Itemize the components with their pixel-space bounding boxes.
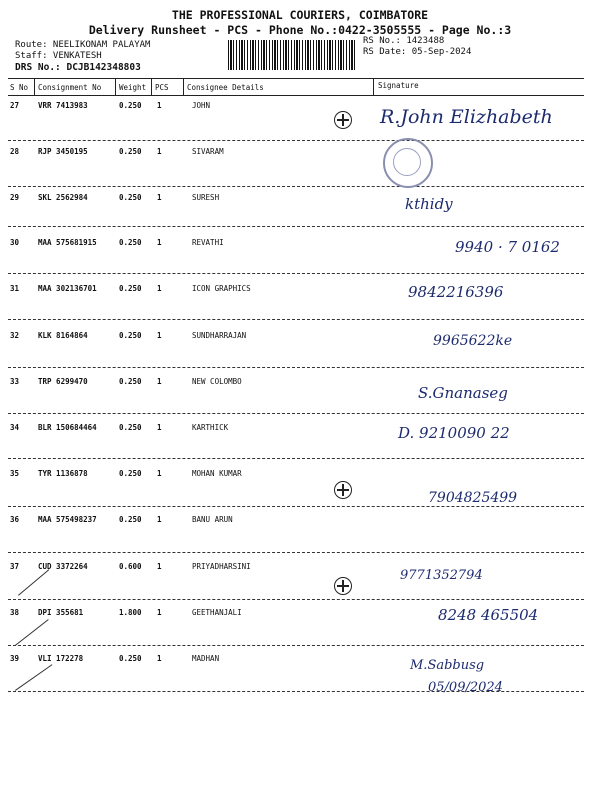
- row-pcs: 1: [157, 608, 162, 617]
- route-label: Route: NEELIKONAM PALAYAM: [15, 40, 151, 50]
- row-consignee: ICON GRAPHICS: [192, 284, 251, 293]
- col-pcs: PCS: [155, 83, 169, 92]
- tick-mark-icon: [334, 111, 352, 129]
- row-divider: [8, 645, 584, 646]
- table-row: [0, 193, 600, 239]
- rs-date: RS Date: 05-Sep-2024: [363, 47, 472, 57]
- table-row: [0, 515, 600, 561]
- barcode: [228, 40, 356, 70]
- row-pcs: 1: [157, 562, 162, 571]
- rs-info: [363, 36, 471, 58]
- row-weight: 1.800: [119, 608, 142, 617]
- row-divider: [8, 186, 584, 187]
- row-pcs: 1: [157, 284, 162, 293]
- row-weight: 0.250: [119, 331, 142, 340]
- row-sno: 29: [10, 193, 20, 202]
- row-divider: [8, 226, 584, 227]
- row-consignee: GEETHANJALI: [192, 608, 242, 617]
- header-bottom-rule: [8, 95, 584, 96]
- row-divider: [8, 140, 584, 141]
- row-pcs: 1: [157, 331, 162, 340]
- row-sno: 38: [10, 608, 20, 617]
- tick-mark-icon: [334, 577, 352, 595]
- staff-label: Staff: VENKATESH: [15, 51, 102, 61]
- row-divider: [8, 458, 584, 459]
- col-consignee: Consignee Details: [187, 83, 264, 92]
- row-sno: 33: [10, 377, 20, 386]
- row-consignee: SURESH: [192, 193, 220, 202]
- row-divider: [8, 319, 584, 320]
- row-consignment: CUD 3372264: [38, 562, 88, 571]
- drs-number: DRS No.: DCJB142348803: [15, 62, 141, 73]
- signature-row-38: 8248 465504: [438, 606, 539, 624]
- table-row: [0, 284, 600, 330]
- row-consignment: BLR 150684464: [38, 423, 97, 432]
- row-consignment: TYR 1136878: [38, 469, 88, 478]
- row-weight: 0.250: [119, 147, 142, 156]
- row-weight: 0.250: [119, 101, 142, 110]
- row-consignee: BANU ARUN: [192, 515, 233, 524]
- row-consignee: KARTHICK: [192, 423, 229, 432]
- runsheet-subtitle: Delivery Runsheet - PCS - Phone No.:0422-3505555 - Page No.:3: [88, 23, 512, 37]
- row-weight: 0.250: [119, 193, 142, 202]
- row-consignee: MADHAN: [192, 654, 220, 663]
- col-weight: Weight: [119, 83, 147, 92]
- row-consignee: REVATHI: [192, 238, 224, 247]
- row-sno: 28: [10, 147, 20, 156]
- row-consignment: VLI 172278: [38, 654, 84, 663]
- row-sno: 36: [10, 515, 20, 524]
- row-consignee: MOHAN KUMAR: [192, 469, 242, 478]
- table-row: [0, 377, 600, 423]
- row-pcs: 1: [157, 193, 162, 202]
- signature-row-39: M.Sabbusg: [410, 658, 485, 673]
- row-sno: 34: [10, 423, 20, 432]
- signature-row-27: R.John Elizhabeth: [380, 106, 553, 128]
- table-header: [0, 79, 600, 95]
- date-row-39: 05/09/2024: [428, 680, 503, 695]
- row-sno: 37: [10, 562, 20, 571]
- row-weight: 0.250: [119, 238, 142, 247]
- row-consignment: MAA 575681915: [38, 238, 97, 247]
- row-pcs: 1: [157, 147, 162, 156]
- row-pcs: 1: [157, 101, 162, 110]
- row-consignment: MAA 575498237: [38, 515, 97, 524]
- row-weight: 0.600: [119, 562, 142, 571]
- row-consignee: JOHN: [192, 101, 211, 110]
- row-pcs: 1: [157, 654, 162, 663]
- row-pcs: 1: [157, 469, 162, 478]
- seal-stamp: [383, 138, 433, 188]
- row-pcs: 1: [157, 423, 162, 432]
- row-consignment: MAA 302136701: [38, 284, 97, 293]
- signature-row-33: S.Gnanaseg: [418, 384, 508, 402]
- row-sno: 30: [10, 238, 20, 247]
- row-divider: [8, 506, 584, 507]
- signature-row-34: D. 9210090 22: [398, 424, 510, 442]
- row-consignment: SKL 2562984: [38, 193, 88, 202]
- row-weight: 0.250: [119, 284, 142, 293]
- col-signature: Signature: [378, 81, 419, 90]
- row-divider: [8, 413, 584, 414]
- row-consignment: TRP 6299470: [38, 377, 88, 386]
- row-weight: 0.250: [119, 654, 142, 663]
- row-consignment: RJP 3450195: [38, 147, 88, 156]
- row-sno: 32: [10, 331, 20, 340]
- row-consignment: VRR 7413983: [38, 101, 88, 110]
- row-divider: [8, 599, 584, 600]
- signature-row-37: 9771352794: [400, 568, 483, 583]
- row-consignment: DPI 355681: [38, 608, 84, 617]
- row-consignee: SIVARAM: [192, 147, 224, 156]
- col-consignment: Consignment No: [38, 83, 102, 92]
- row-pcs: 1: [157, 515, 162, 524]
- row-weight: 0.250: [119, 469, 142, 478]
- signature-row-31: 9842216396: [408, 283, 504, 301]
- tick-mark-icon: [334, 481, 352, 499]
- table-row: [0, 654, 600, 700]
- row-weight: 0.250: [119, 423, 142, 432]
- row-pcs: 1: [157, 238, 162, 247]
- row-divider: [8, 552, 584, 553]
- signature-row-29: kthidy: [405, 195, 453, 213]
- signature-row-32: 9965622ke: [433, 333, 513, 349]
- row-weight: 0.250: [119, 515, 142, 524]
- col-sno: S No: [10, 83, 29, 92]
- signature-row-30: 9940 · 7 0162: [455, 238, 560, 256]
- company-title: THE PROFESSIONAL COURIERS, COIMBATORE: [171, 8, 429, 22]
- row-sno: 39: [10, 654, 20, 663]
- row-pcs: 1: [157, 377, 162, 386]
- row-consignee: NEW COLOMBO: [192, 377, 242, 386]
- table-row: [0, 423, 600, 469]
- row-weight: 0.250: [119, 377, 142, 386]
- row-divider: [8, 273, 584, 274]
- row-consignee: PRIYADHARSINI: [192, 562, 251, 571]
- row-sno: 27: [10, 101, 20, 110]
- signature-row-35: 7904825499: [428, 490, 518, 506]
- row-consignee: SUNDHARRAJAN: [192, 331, 247, 340]
- row-divider: [8, 367, 584, 368]
- row-sno: 31: [10, 284, 20, 293]
- rs-number: RS No.: 1423488: [363, 36, 445, 46]
- row-sno: 35: [10, 469, 20, 478]
- row-consignment: KLK 8164864: [38, 331, 88, 340]
- route-info: [15, 40, 150, 73]
- table-row: [0, 562, 600, 608]
